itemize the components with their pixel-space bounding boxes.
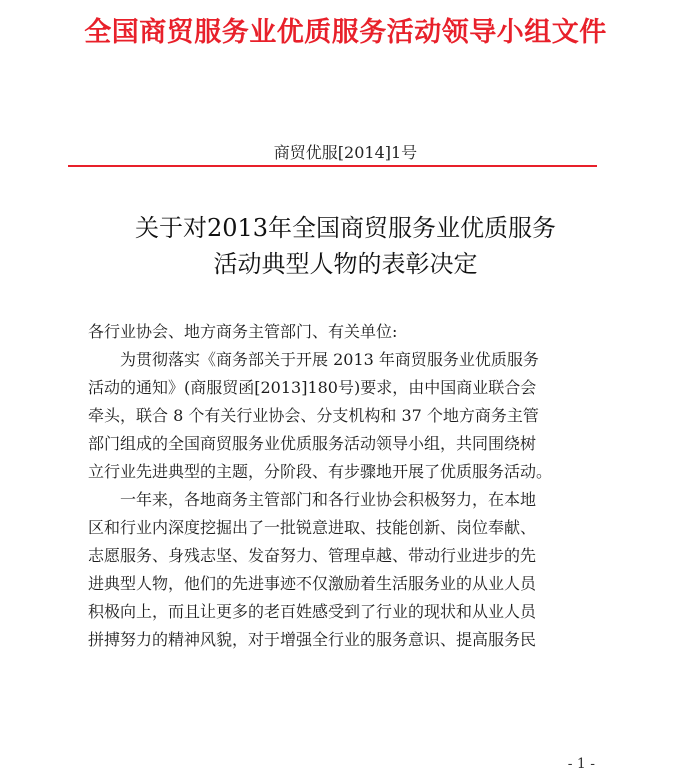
body-line: 一年来，各地商务主管部门和各行业协会积极努力，在本地	[120, 490, 537, 509]
red-divider-line	[68, 165, 597, 167]
body-line: 活动的通知》(商服贸函[2013]180号)要求，由中国商业联合会	[88, 378, 537, 397]
body-line: 积极向上，而且让更多的老百姓感受到了行业的现状和从业人员	[88, 602, 537, 621]
document-title-line-2: 活动典型人物的表彰决定	[213, 250, 478, 278]
body-line: 牵头，联合 8 个有关行业协会、分支机构和 37 个地方商务主管	[88, 406, 539, 425]
document-number: 商贸优服[2014]1号	[273, 143, 418, 162]
body-line: 志愿服务、身残志坚、发奋努力、管理卓越、带动行业进步的先	[88, 546, 537, 565]
body-line: 区和行业内深度挖掘出了一批锐意进取、技能创新、岗位奉献、	[88, 518, 537, 537]
issuing-organization-header: 全国商贸服务业优质服务活动领导小组文件	[84, 17, 607, 48]
body-text	[88, 346, 552, 654]
body-line: 为贯彻落实《商务部关于开展 2013 年商贸服务业优质服务	[120, 350, 539, 369]
body-line: 部门组成的全国商贸服务业优质服务活动领导小组，共同围绕树	[88, 434, 537, 453]
body-line: 立行业先进典型的主题，分阶段、有步骤地开展了优质服务活动。	[88, 462, 553, 481]
body-line: 进典型人物，他们的先进事迹不仅激励着生活服务业的从业人员	[88, 574, 537, 593]
page-number: - 1 -	[567, 756, 595, 772]
salutation: 各行业协会、地方商务主管部门、有关单位:	[88, 322, 398, 341]
body-line: 拼搏努力的精神风貌，对于增强全行业的服务意识、提高服务民	[88, 630, 537, 649]
document-title-line-1: 关于对2013年全国商贸服务业优质服务	[134, 214, 557, 242]
